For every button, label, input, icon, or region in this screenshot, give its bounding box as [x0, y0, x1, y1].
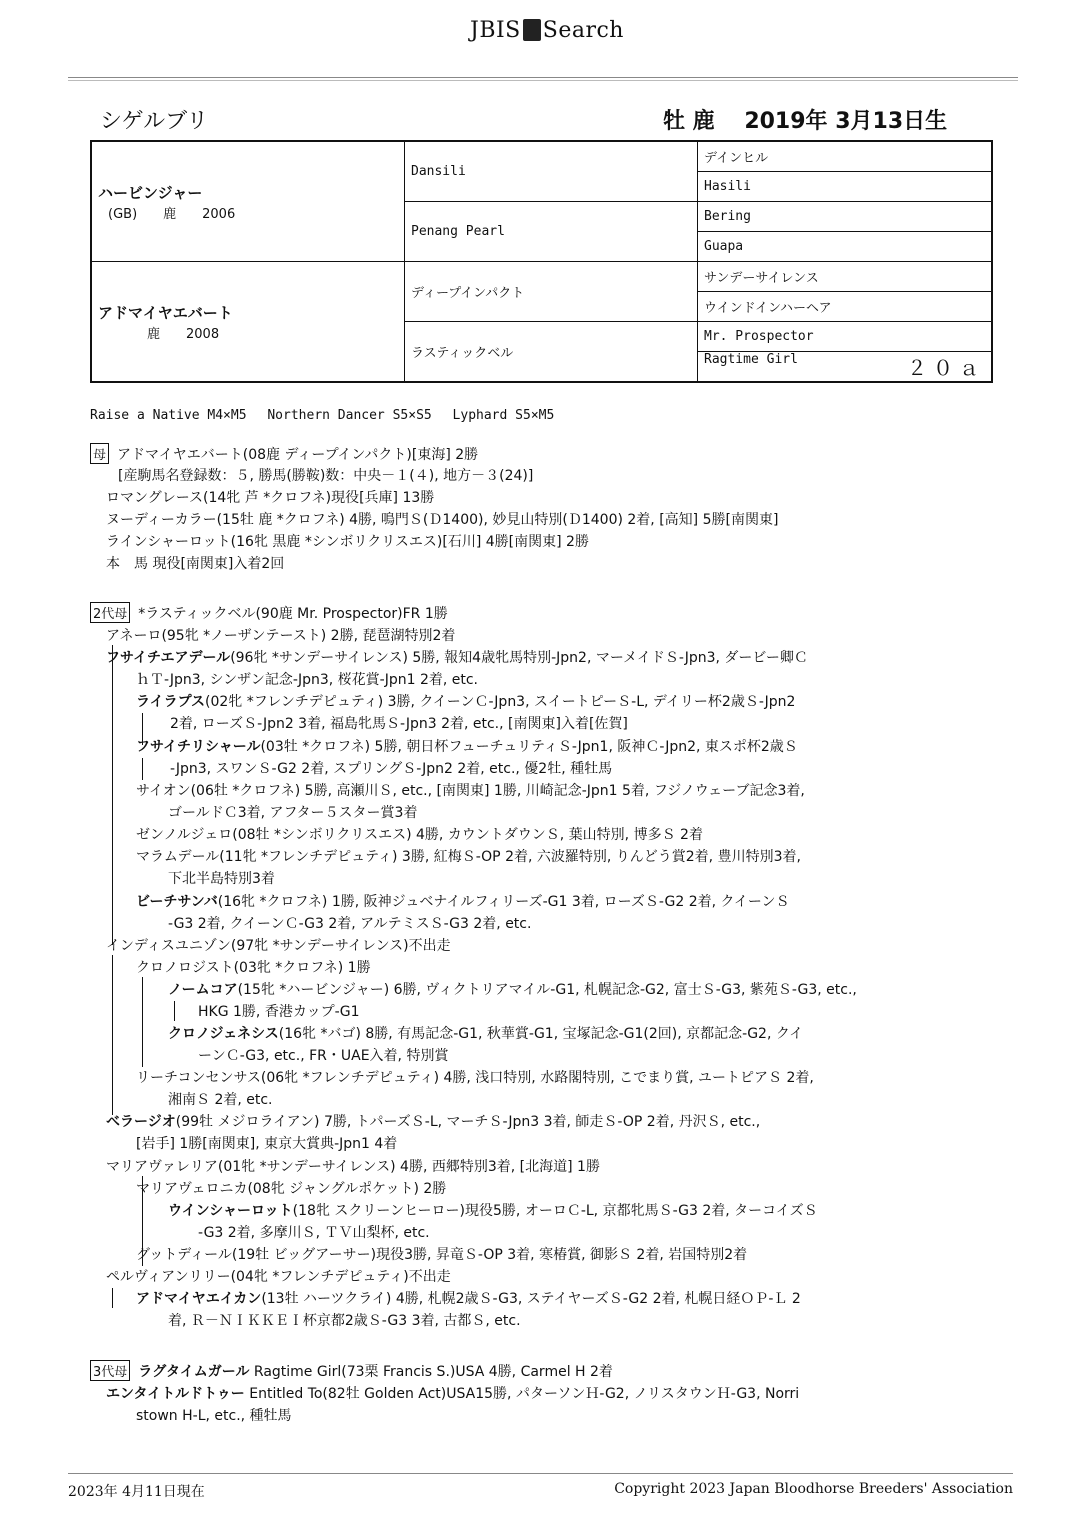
line-text: HKG 1勝, 香港カップ-G1 [198, 1004, 360, 1020]
notable-horse-name: ベラージオ [106, 1114, 176, 1130]
family-line [106, 553, 284, 573]
header-rule [68, 77, 1018, 78]
family-line [106, 531, 589, 551]
line-text: -G3 2着, 多摩川Ｓ, ＴＶ山梨杯, etc. [198, 1225, 430, 1241]
family-line [168, 913, 531, 933]
line-text: 着, Ｒ－ＮＩＫＫＥＩ杯京都2歳Ｓ-G3 3着, 古都Ｓ, etc. [168, 1313, 521, 1329]
family-line [106, 1383, 799, 1403]
sss: デインヒル [698, 141, 993, 172]
line-text: Ragtime Girl(73栗 Francis S.)USA 4勝, Carmel H 2着 [249, 1364, 613, 1380]
line-text: ロマングレース(14牝 芦 *クロフネ)現役[兵庫] 13勝 [106, 490, 435, 506]
dam-sire: ディープインパクト [405, 262, 698, 322]
tree-connector [112, 955, 113, 1115]
line-text: (02牝 *フレンチデピュティ) 3勝, クイーンＣ-Jpn3, スイートピーＳ-L, デイリー杯2歳Ｓ-Jpn2 [205, 694, 796, 710]
dds: Mr. Prospector [698, 322, 993, 352]
family-line [136, 1288, 801, 1308]
line-text: stown H-L, etc., 種牡馬 [136, 1408, 292, 1424]
tree-connector [142, 977, 143, 1067]
line-text: 本 馬 現役[南関東]入着2回 [106, 556, 285, 572]
line-text: -G3 2着, クイーンＣ-G3 2着, アルテミスＳ-G3 2着, etc. [168, 916, 532, 932]
line-text: Entitled To(82牡 Golden Act)USA15勝, パターソンＨ-G2, ノリスタウンＨ-G3, Norri [244, 1386, 800, 1402]
line-text: ヌーディーカラー(15牡 鹿 *クロフネ) 4勝, 鳴門Ｓ(Ｄ1400), 妙見山特別(Ｄ1400) 2着, [高知] 5勝[南関東] [106, 512, 779, 528]
footer-rule [68, 1473, 1013, 1474]
family-line [90, 1360, 613, 1381]
family-line [136, 780, 805, 800]
generation-tag: 母 [90, 443, 109, 464]
sds: Bering [698, 202, 993, 232]
line-text: リーチコンセンサス(06牝 *フレンチデピュティ) 4勝, 浅口特別, 水路閣特別, こでまり賞, ユートピアＳ 2着, [136, 1070, 814, 1086]
sire-cell [91, 141, 405, 262]
family-line [136, 1067, 814, 1087]
tree-connector [142, 1176, 143, 1266]
tree-connector [142, 713, 143, 745]
notable-horse-name: フサイチリシャール [136, 739, 261, 755]
line-text: ゼンノルジェロ(08牡 *シンボリクリスエス) 4勝, カウントダウンＳ, 葉山特別, 博多Ｓ 2着 [136, 827, 703, 843]
report-date: 2023年 4月11日現在 [68, 1484, 205, 1500]
notable-horse-name: ラグタイムガール [138, 1364, 250, 1380]
family-line [106, 1111, 760, 1131]
dam-cell [91, 262, 405, 383]
family-line [198, 1222, 430, 1242]
line-text: (16牝 *クロフネ) 1勝, 阪神ジュベナイルフィリーズ-G1 3着, ローズＳ-G2 2着, クイーンＳ [217, 894, 790, 910]
notable-horse-name: エンタイトルドトゥー [106, 1386, 245, 1402]
tree-connector [174, 1001, 175, 1021]
notable-horse-name: ビーチサンバ [136, 894, 218, 910]
ddd-cell [698, 352, 993, 383]
family-line [168, 1089, 273, 1109]
family-line [136, 1405, 292, 1425]
family-line [136, 736, 798, 756]
line-text: 下北半島特別3着 [168, 871, 275, 887]
line-text: [岩手] 1勝[南関東], 東京大賞典-Jpn1 4着 [136, 1136, 398, 1152]
line-text: ペルヴィアンリリー(04牝 *フレンチデピュティ)不出走 [106, 1269, 451, 1285]
family-line [136, 1133, 397, 1153]
family-line [136, 669, 478, 689]
dsd: ウインドインハーヘア [698, 292, 993, 322]
line-text: クロノロジスト(03牝 *クロフネ) 1勝 [136, 960, 371, 976]
family-line [106, 1266, 451, 1286]
line-text: 湘南Ｓ 2着, etc. [168, 1092, 273, 1108]
sdd: Guapa [698, 232, 993, 262]
family-line [170, 713, 628, 733]
generation-tag: 2代母 [90, 602, 130, 623]
line-text: (16牝 *バゴ) 8勝, 有馬記念-G1, 秋華賞-G1, 宝塚記念-G1(2回), 京都記念-G2, クイ [278, 1026, 804, 1042]
tree-connector [112, 1288, 113, 1308]
notable-horse-name: ウインシャーロット [168, 1203, 293, 1219]
sire-name: ハービンジャー [98, 183, 203, 202]
notable-horse-name: ノームコア [168, 982, 238, 998]
notable-horse-name: フサイチエアデール [106, 650, 231, 666]
line-text: (18牝 スクリーンヒーロー)現役5勝, オーロＣ-L, 京都牝馬Ｓ-G3 2着, ターコイズＳ [292, 1203, 818, 1219]
family-line [168, 1310, 521, 1330]
family-line [90, 443, 478, 464]
line-text: アネーロ(95牝 *ノーザンテースト) 2勝, 琵琶湖特別2着 [106, 628, 456, 644]
dam-detail: 鹿 2008 [108, 326, 220, 342]
line-text: (03牡 *クロフネ) 5勝, 朝日杯フューチュリティＳ-Jpn1, 阪神Ｃ-Jpn2, 東スポ杯2歳Ｓ [260, 739, 798, 755]
family-line [168, 1023, 803, 1043]
generation-tag: 3代母 [90, 1360, 130, 1381]
dam-dam: ラスティックベル [405, 322, 698, 383]
family-line [136, 846, 801, 866]
sire-detail: (GB) 鹿 2006 [108, 206, 236, 222]
line-text: *ラスティックベル(90鹿 Mr. Prospector)FR 1勝 [138, 606, 448, 622]
notable-horse-name: クロノジェネシス [168, 1026, 279, 1042]
line-text: ゴールドＣ3着, アフター５スター賞3着 [168, 805, 418, 821]
dam-name: アドマイヤエバート [98, 303, 233, 322]
tree-connector [142, 758, 143, 780]
family-line [136, 1244, 747, 1264]
line-text: サイオン(06牡 *クロフネ) 5勝, 高瀬川Ｓ, etc., [南関東] 1勝, 川崎記念-Jpn1 5着, フジノウェーブ記念3着, [136, 783, 805, 799]
family-line [106, 1156, 600, 1176]
family-line [106, 935, 451, 955]
pedigree-table [90, 140, 993, 383]
line-text: ｈＴ-Jpn3, シンザン記念-Jpn3, 桜花賞-Jpn1 2着, etc. [136, 672, 479, 688]
horse-icon [523, 19, 541, 41]
family-line [90, 602, 448, 623]
line-text: (99牡 メジロライアン) 7勝, トパーズＳ-L, マーチＳ-Jpn3 3着, 師走Ｓ-OP 2着, 丹沢Ｓ, etc., [175, 1114, 761, 1130]
family-line [168, 802, 417, 822]
jbis-logo: JBIS Search [470, 18, 624, 43]
family-line [136, 824, 703, 844]
family-line [106, 509, 778, 529]
line-text: アドマイヤエバート(08鹿 ディープインパクト)[東海] 2勝 [117, 447, 479, 463]
sire-sire: Dansili [405, 141, 698, 202]
sire-dam: Penang Pearl [405, 202, 698, 262]
family-line [106, 487, 434, 507]
line-text: マリアヴァレリア(01牝 *サンデーサイレンス) 4勝, 西郷特別3着, [北海道] 1勝 [106, 1159, 600, 1175]
inbreeding: Raise a Native M4×M5 Northern Dancer S5×S5 Lyphard S5×M5 [90, 408, 555, 423]
line-text: ーンＣ-G3, etc., FR・UAE入着, 特別賞 [198, 1048, 449, 1064]
line-text: ラインシャーロット(16牝 黒鹿 *シンボリクリスエス)[石川] 4勝[南関東] 2勝 [106, 534, 589, 550]
line-text: (15牝 *ハービンジャー) 6勝, ヴィクトリアマイル-G1, 札幌記念-G2, 富士Ｓ-G3, 紫苑Ｓ-G3, etc., [237, 982, 857, 998]
family-line [106, 647, 808, 667]
notable-horse-name: アドマイヤエイカン [136, 1291, 262, 1307]
family-line [136, 1178, 446, 1198]
line-text: (96牝 *サンデーサイレンス) 5勝, 報知4歳牝馬特別-Jpn2, マーメイドＳ-Jpn3, ダービー卿Ｃ [230, 650, 808, 666]
family-line [170, 758, 612, 778]
copyright: Copyright 2023 Japan Bloodhorse Breeders' Association [614, 1481, 1013, 1497]
horse-info: 牡 鹿 2019年 3月13日生 [663, 109, 948, 134]
family-line [118, 465, 533, 485]
line-text: [産駒馬名登録数：５, 勝馬(勝鞍)数：中央－１(４), 地方－３(24)] [118, 468, 534, 484]
family-line [198, 1001, 359, 1021]
line-text: マリアヴェロニカ(08牝 ジャングルポケット) 2勝 [136, 1181, 447, 1197]
header-rule-2 [68, 80, 1018, 81]
notable-horse-name: ライラプス [136, 694, 206, 710]
family-line [136, 957, 371, 977]
family-number: ２０ａ [907, 356, 985, 380]
family-line [168, 979, 857, 999]
family-line [198, 1045, 448, 1065]
family-line [168, 868, 275, 888]
dss: サンデーサイレンス [698, 262, 993, 292]
line-text: マラムデール(11牝 *フレンチデピュティ) 3勝, 紅梅Ｓ-OP 2着, 六波羅特別, りんどう賞2着, 豊川特別3着, [136, 849, 801, 865]
line-text: -Jpn3, スワンＳ-G2 2着, スプリングＳ-Jpn2 2着, etc., 優2牡, 種牡馬 [170, 761, 613, 777]
line-text: (13牡 ハーツクライ) 4勝, 札幌2歳Ｓ-G3, ステイヤーズＳ-G2 2着, 札幌日経ＯＰ-Ｌ 2 [261, 1291, 801, 1307]
tree-connector [112, 645, 113, 945]
family-line [168, 1200, 818, 1220]
family-line [106, 625, 455, 645]
line-text: 2着, ローズＳ-Jpn2 3着, 福島牝馬Ｓ-Jpn3 2着, etc., [南関東]入着[佐賀] [170, 716, 628, 732]
family-line [136, 891, 790, 911]
ddd: Ragtime Girl [704, 352, 798, 367]
family-line [136, 691, 795, 711]
ssd: Hasili [698, 172, 993, 202]
horse-name: シゲルブリ [100, 109, 209, 134]
line-text: インディスユニゾン(97牝 *サンデーサイレンス)不出走 [106, 938, 451, 954]
line-text: グットディール(19牡 ビッグアーサー)現役3勝, 昇竜Ｓ-OP 3着, 寒椿賞, 御影Ｓ 2着, 岩国特別2着 [136, 1247, 748, 1263]
